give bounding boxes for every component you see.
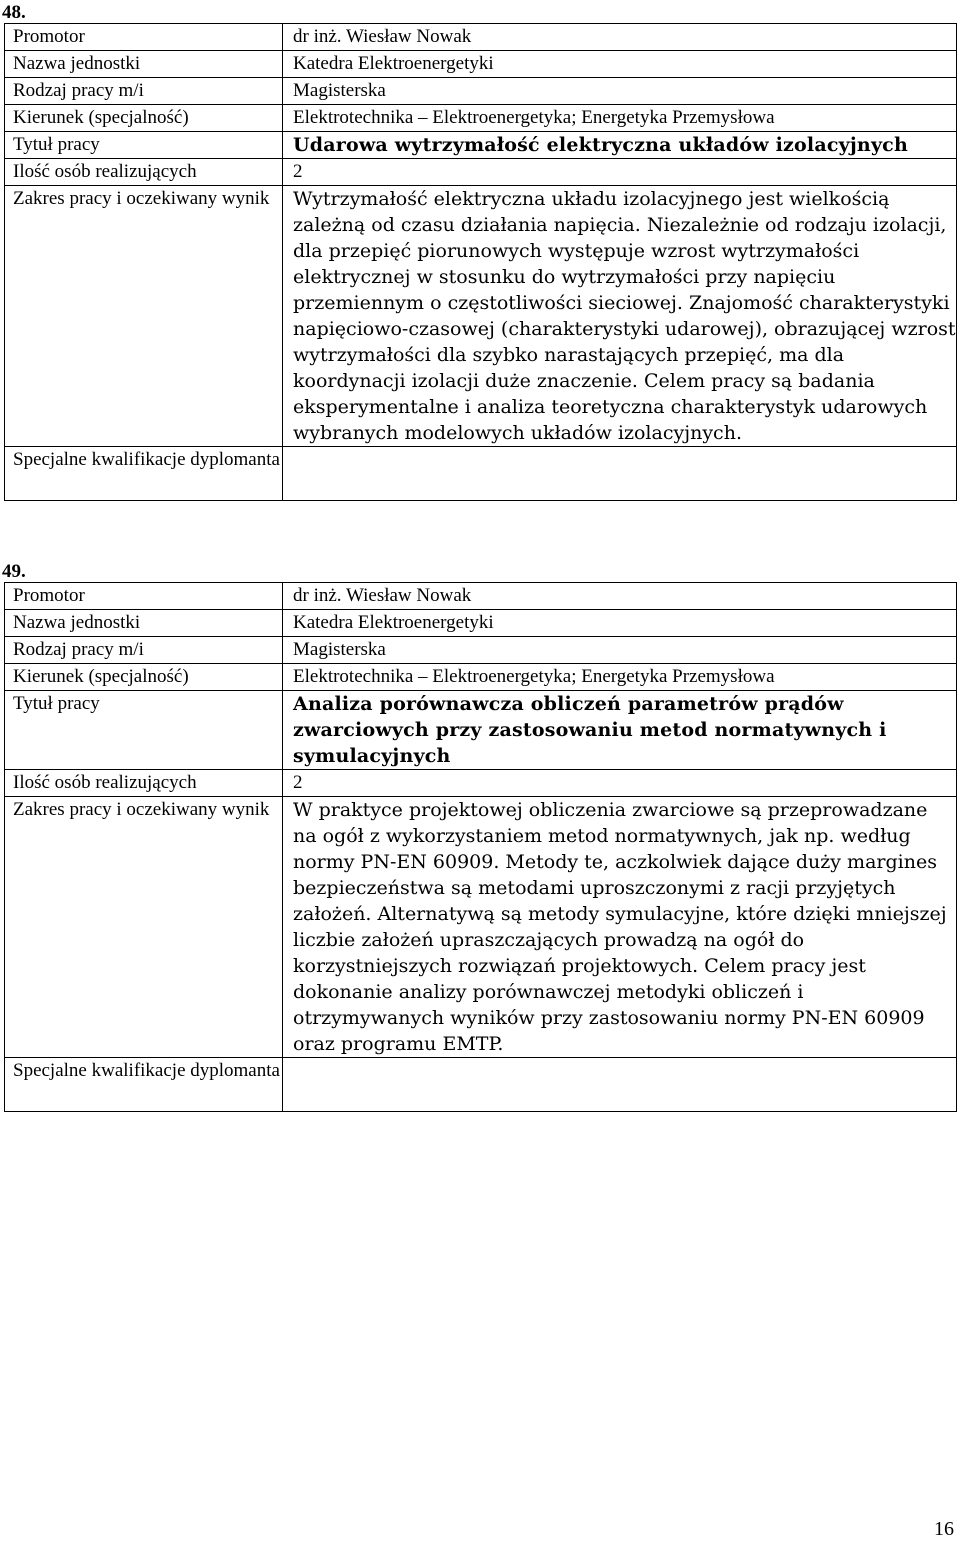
row-scope [5, 186, 957, 447]
row-quals [5, 447, 957, 501]
row-title [5, 691, 957, 770]
value-quals [283, 447, 957, 501]
label-type: Rodzaj pracy m/i [5, 637, 283, 664]
value-unit: Katedra Elektroenergetyki [283, 610, 957, 637]
value-type: Magisterska [283, 637, 957, 664]
value-title: Udarowa wytrzymałość elektryczna układów izolacyjnych [283, 132, 957, 159]
label-promotor: Promotor [5, 583, 283, 610]
entry-number: 49. [2, 561, 26, 582]
label-count: Ilość osób realizujących [5, 159, 283, 186]
entry-number: 48. [2, 2, 26, 23]
thesis-entry-table [4, 582, 957, 1112]
value-promotor: dr inż. Wiesław Nowak [283, 583, 957, 610]
value-promotor: dr inż. Wiesław Nowak [283, 24, 957, 51]
row-count [5, 770, 957, 797]
label-field: Kierunek (specjalność) [5, 664, 283, 691]
value-field: Elektrotechnika – Elektroenergetyka; Energetyka Przemysłowa [283, 664, 957, 691]
thesis-entry-table [4, 23, 957, 501]
row-title [5, 132, 957, 159]
value-count: 2 [283, 770, 957, 797]
value-scope: Wytrzymałość elektryczna układu izolacyjnego jest wielkością zależną od czasu działania napięcia. Niezależnie od rodzaju izolacji, dla przepięć piorunowych występuje wzrost wytrzymałości elektrycznej w stosunku do wytrzymałości przy napięciu przemiennym o częstotliwości sieciowej. Znajomość charakterystyki napięciowo-czasowej (charakterystyki udarowej), obrazującej wzrost wytrzymałości dla szybko narastających przepięć, ma dla koordynacji izolacji duże znaczenie. Celem pracy są badania eksperymentalne i analiza teoretyczna charakterystyk udarowych wybranych modelowych układów izolacyjnych. [283, 186, 957, 447]
page-number: 16 [934, 1518, 954, 1540]
label-quals: Specjalne kwalifikacje dyplomanta [5, 1058, 283, 1112]
label-count: Ilość osób realizujących [5, 770, 283, 797]
row-field [5, 664, 957, 691]
value-field: Elektrotechnika – Elektroenergetyka; Energetyka Przemysłowa [283, 105, 957, 132]
row-quals [5, 1058, 957, 1112]
row-count [5, 159, 957, 186]
value-title: Analiza porównawcza obliczeń parametrów prądów zwarciowych przy zastosowaniu metod normatywnych i symulacyjnych [283, 691, 957, 770]
value-type: Magisterska [283, 78, 957, 105]
row-type [5, 78, 957, 105]
label-quals: Specjalne kwalifikacje dyplomanta [5, 447, 283, 501]
label-type: Rodzaj pracy m/i [5, 78, 283, 105]
value-count: 2 [283, 159, 957, 186]
row-type [5, 637, 957, 664]
label-unit: Nazwa jednostki [5, 51, 283, 78]
label-scope: Zakres pracy i oczekiwany wynik [5, 186, 283, 447]
value-scope: W praktyce projektowej obliczenia zwarciowe są przeprowadzane na ogół z wykorzystaniem metod normatywnych, jak np. według normy PN-EN 60909. Metody te, aczkolwiek dające duży margines bezpieczeństwa są metodami uproszczonymi z racji przyjętych założeń. Alternatywą są metody symulacyjne, które dzięki mniejszej liczbie założeń upraszczających prowadzą na ogół do korzystniejszych rozwiązań projektowych. Celem pracy jest dokonanie analizy porównawczej metodyki obliczeń i otrzymywanych wyników przy zastosowaniu normy PN-EN 60909 oraz programu EMTP. [283, 797, 957, 1058]
label-title: Tytuł pracy [5, 691, 283, 770]
label-unit: Nazwa jednostki [5, 610, 283, 637]
row-promotor [5, 583, 957, 610]
label-promotor: Promotor [5, 24, 283, 51]
value-quals [283, 1058, 957, 1112]
row-promotor [5, 24, 957, 51]
label-title: Tytuł pracy [5, 132, 283, 159]
label-scope: Zakres pracy i oczekiwany wynik [5, 797, 283, 1058]
label-field: Kierunek (specjalność) [5, 105, 283, 132]
row-scope [5, 797, 957, 1058]
row-field [5, 105, 957, 132]
value-unit: Katedra Elektroenergetyki [283, 51, 957, 78]
row-unit [5, 610, 957, 637]
row-unit [5, 51, 957, 78]
